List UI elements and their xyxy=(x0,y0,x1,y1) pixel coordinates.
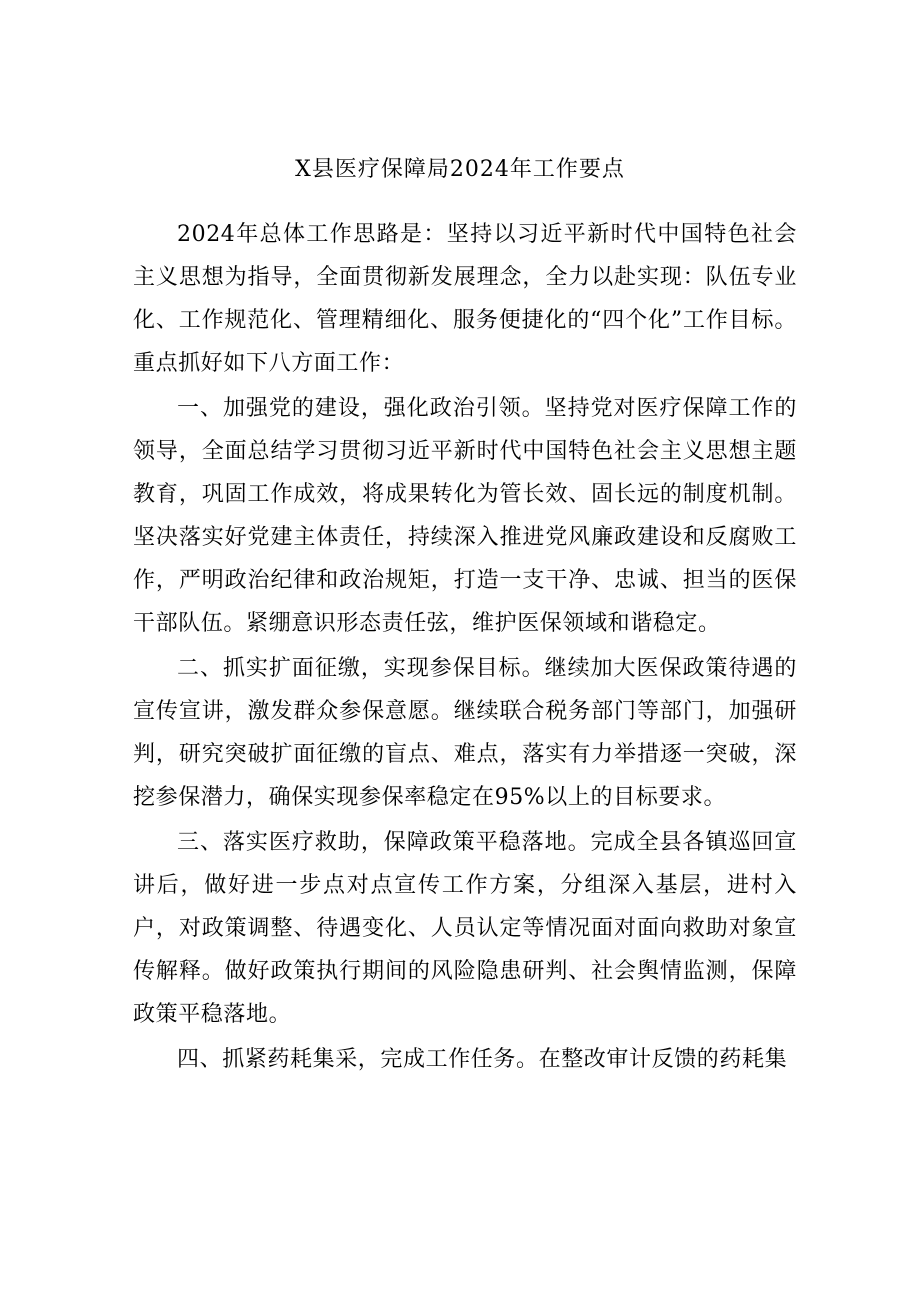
paragraph-overview: 2024年总体工作思路是：坚持以习近平新时代中国特色社会主义思想为指导，全面贯彻新发展理念，全力以赴实现：队伍专业化、工作规范化、管理精细化、服务便捷化的“四个化”工作目标。重点抓好如下八方面工作： xyxy=(133,222,797,376)
paragraph-enrollment: 二、抓实扩面征缴，实现参保目标。继续加大医保政策待遇的宣传宣讲，激发群众参保意愿。继续联合税务部门等部门，加强研判，研究突破扩面征缴的盲点、难点，落实有力举措逐一突破，深挖参保潜力，确保实现参保率稳定在95%以上的目标要求。 xyxy=(133,656,797,810)
document-title: X县医疗保障局2024年工作要点 xyxy=(295,157,625,182)
paragraph-party-building: 一、加强党的建设，强化政治引领。坚持党对医疗保障工作的领导，全面总结学习贯彻习近平新时代中国特色社会主义思想主题教育，巩固工作成效，将成果转化为管长效、固长远的制度机制。坚决落实好党建主体责任，持续深入推进党风廉政建设和反腐败工作，严明政治纪律和政治规矩，打造一支干净、忠诚、担当的医保干部队伍。紧绷意识形态责任弦，维护医保领域和谐稳定。 xyxy=(133,396,797,636)
paragraph-procurement: 四、抓紧药耗集采，完成工作任务。在整改审计反馈的药耗集 xyxy=(177,1047,788,1072)
paragraph-medical-assistance: 三、落实医疗救助，保障政策平稳落地。完成全县各镇巡回宣讲后，做好进一步点对点宣传工作方案，分组深入基层，进村入户，对政策调整、待遇变化、人员认定等情况面对面向救助对象宣传解释。做好政策执行期间的风险隐患研判、社会舆情监测，保障政策平稳落地。 xyxy=(133,830,797,1027)
document-body xyxy=(133,213,797,1081)
